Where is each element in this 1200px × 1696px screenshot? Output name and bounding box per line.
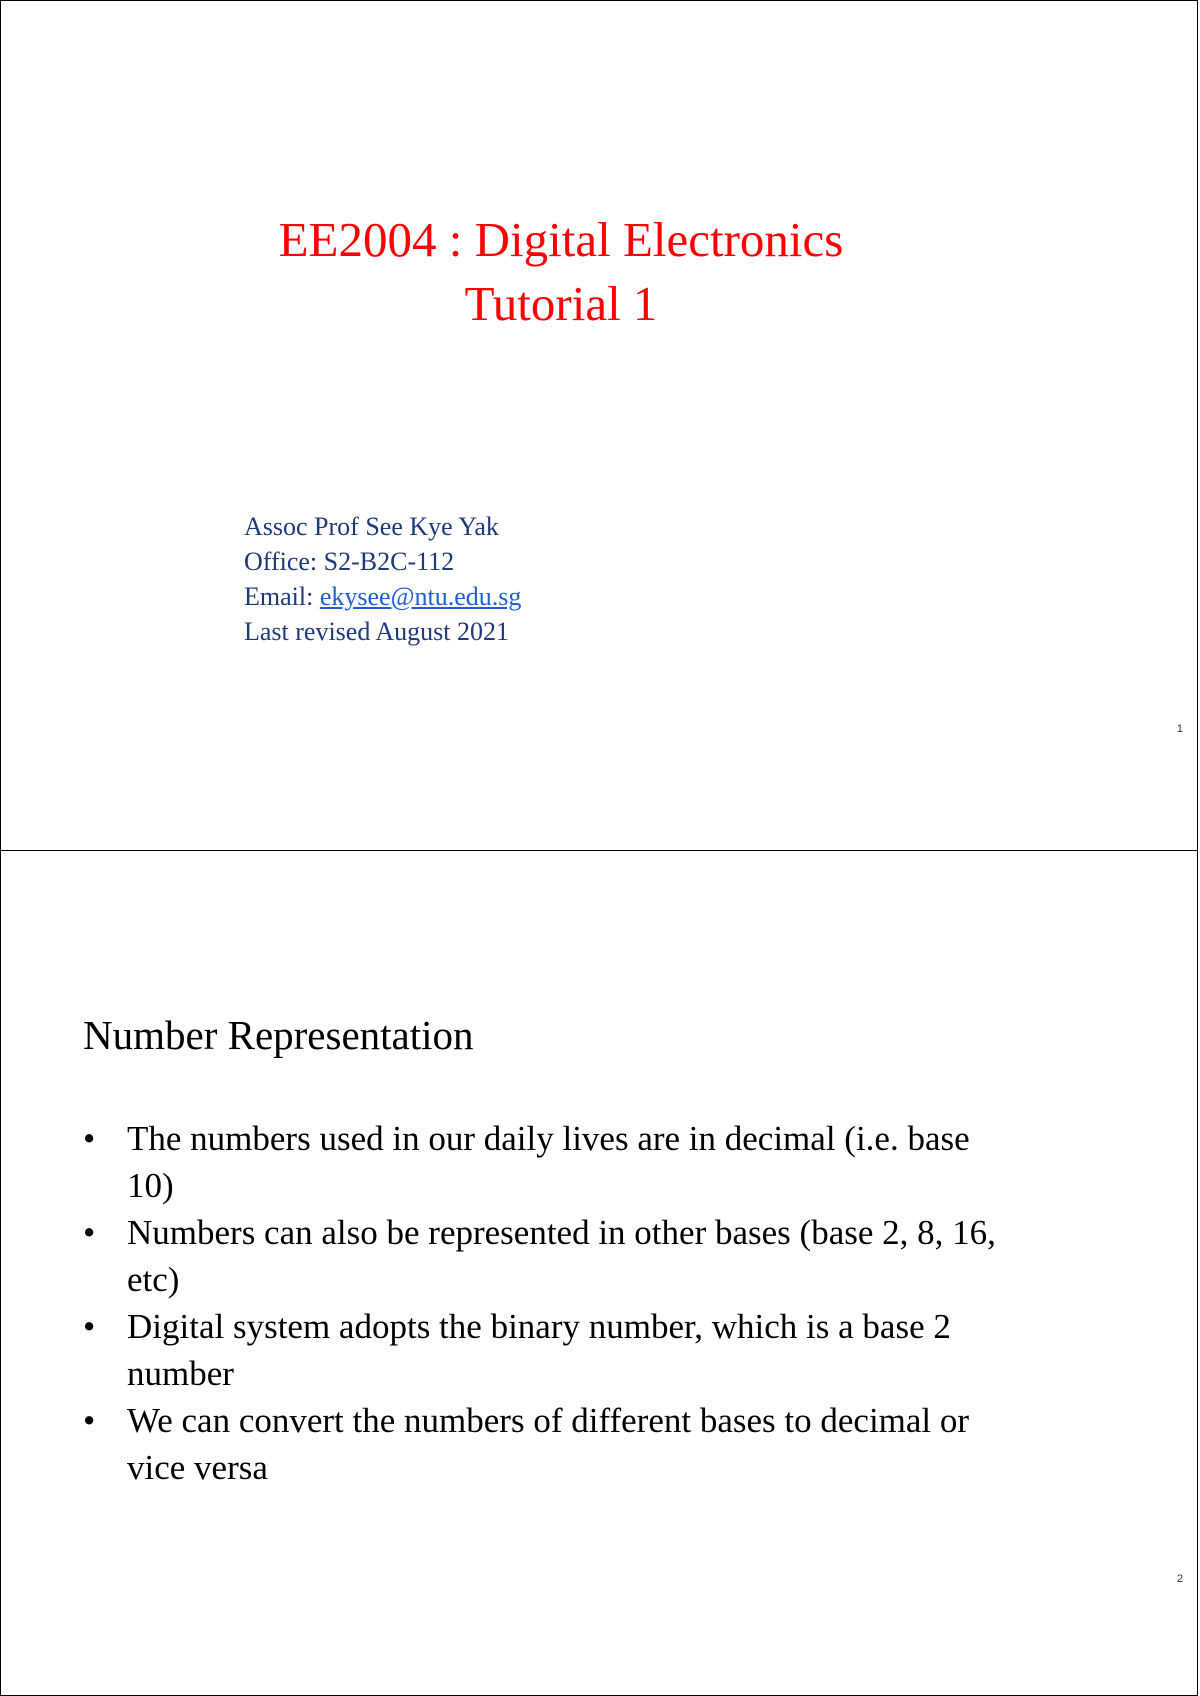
bullet-text-line: 10) <box>127 1166 174 1205</box>
revised-text: Last revised August 2021 <box>244 617 510 646</box>
email-label: Email: <box>244 582 320 611</box>
bullet-text-line: Numbers can also be represented in other bases (base 2, 8, 16, <box>127 1213 996 1252</box>
bullet-item <box>83 1397 1123 1491</box>
slide-number: 2 <box>1176 1573 1183 1585</box>
bullet-marker: • <box>83 1119 96 1158</box>
bullet-item <box>83 1115 1123 1209</box>
slide-title: Number Representation <box>83 1012 474 1058</box>
slide-title <box>81 208 1041 336</box>
office-text: Office: S2-B2C-112 <box>244 547 455 576</box>
title-line-1: EE2004 : Digital Electronics <box>278 212 844 267</box>
title-line-2: Tutorial 1 <box>464 276 658 331</box>
bullet-marker: • <box>83 1307 96 1346</box>
bullet-list <box>83 1115 1123 1491</box>
slide-number: 1 <box>1176 723 1183 735</box>
bullet-text-line: vice versa <box>127 1448 268 1487</box>
email-line <box>244 579 521 614</box>
author-name: Assoc Prof See Kye Yak <box>244 512 499 541</box>
bullet-text-line: The numbers used in our daily lives are in decimal (i.e. base <box>127 1119 970 1158</box>
author-info <box>244 509 521 649</box>
bullet-marker: • <box>83 1213 96 1252</box>
bullet-text-line: Digital system adopts the binary number, which is a base 2 <box>127 1307 951 1346</box>
bullet-item <box>83 1303 1123 1397</box>
bullet-marker: • <box>83 1401 96 1440</box>
bullet-text-line: number <box>127 1354 234 1393</box>
slide-2 <box>0 850 1198 1696</box>
bullet-item <box>83 1209 1123 1303</box>
bullet-text-line: etc) <box>127 1260 180 1299</box>
bullet-text-line: We can convert the numbers of different bases to decimal or <box>127 1401 970 1440</box>
email-link[interactable]: ekysee@ntu.edu.sg <box>319 582 522 611</box>
